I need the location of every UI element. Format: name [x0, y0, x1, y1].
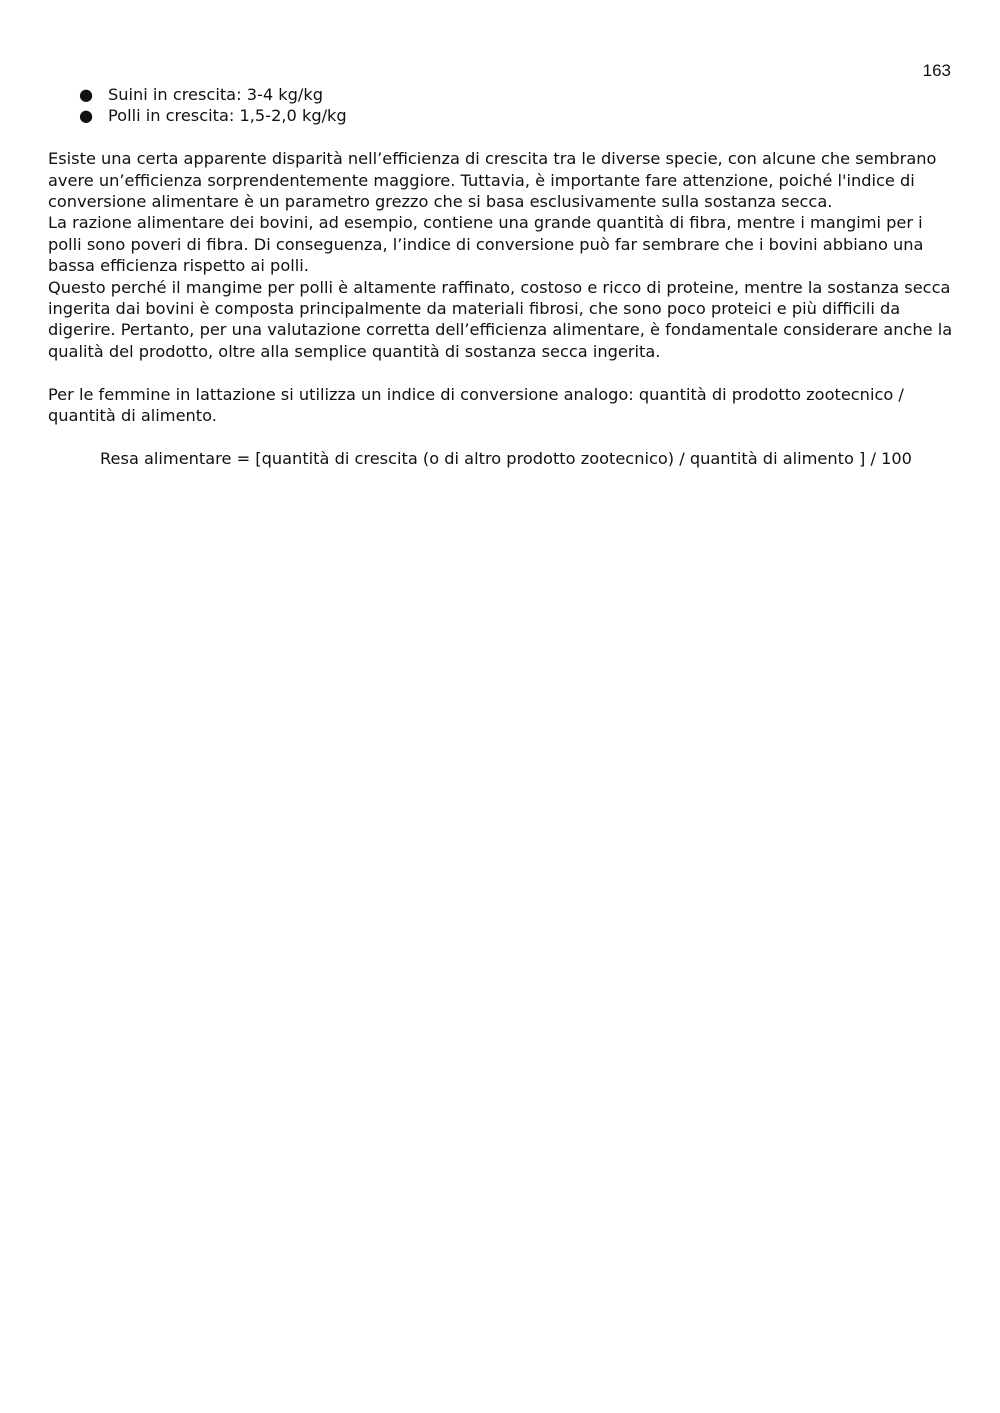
page-number: 163 — [922, 61, 951, 80]
list-item-text: Suini in crescita: 3-4 kg/kg — [108, 85, 324, 104]
bullet-list — [48, 84, 954, 127]
paragraph-feed-quality: Questo perché il mangime per polli è altamente raffinato, costoso e ricco di proteine, mentre la sostanza secca ingerita dai bovini è composta principalmente da materiali fibrosi, che sono poco proteici e più difficili da digerire. Pertanto, per una valutazione corretta dell’efficienza alimentare, è fondamentale considerare anche la qualità del prodotto, oltre alla semplice quantità di sostanza secca ingerita. — [48, 277, 953, 361]
paragraph-lactation-index: Per le femmine in lattazione si utilizza un indice di conversione analogo: quantità di prodotto zootecnico / quantità di alimento. — [48, 384, 904, 426]
paragraph-cattle-ration: La razione alimentare dei bovini, ad esempio, contiene una grande quantità di fibra, mentre i mangimi per i polli sono poveri di fibra. Di conseguenza, l’indice di conversione può far sembrare che i bovini abbiano una bassa efficienza rispetto ai polli. — [48, 213, 924, 276]
paragraph-efficiency-disparity: Esiste una certa apparente disparità nell’efficienza di crescita tra le diverse specie, con alcune che sembrano avere un’efficienza sorprendentemente maggiore. Tuttavia, è importante fare attenzione, poiché l'indice di conversione alimentare è un parametro grezzo che si basa esclusivamente sulla sostanza secca. — [48, 149, 937, 212]
document-body — [48, 84, 954, 469]
list-item — [48, 84, 954, 105]
bullet-icon: ● — [79, 85, 94, 104]
bullet-icon: ● — [79, 106, 94, 126]
list-item-text: Polli in crescita: 1,5-2,0 kg/kg — [108, 106, 347, 126]
formula-feed-yield: Resa alimentare = [quantità di crescita (o di altro prodotto zootecnico) / quantità di alimento ] / 100 — [100, 448, 912, 468]
list-item — [48, 105, 954, 126]
